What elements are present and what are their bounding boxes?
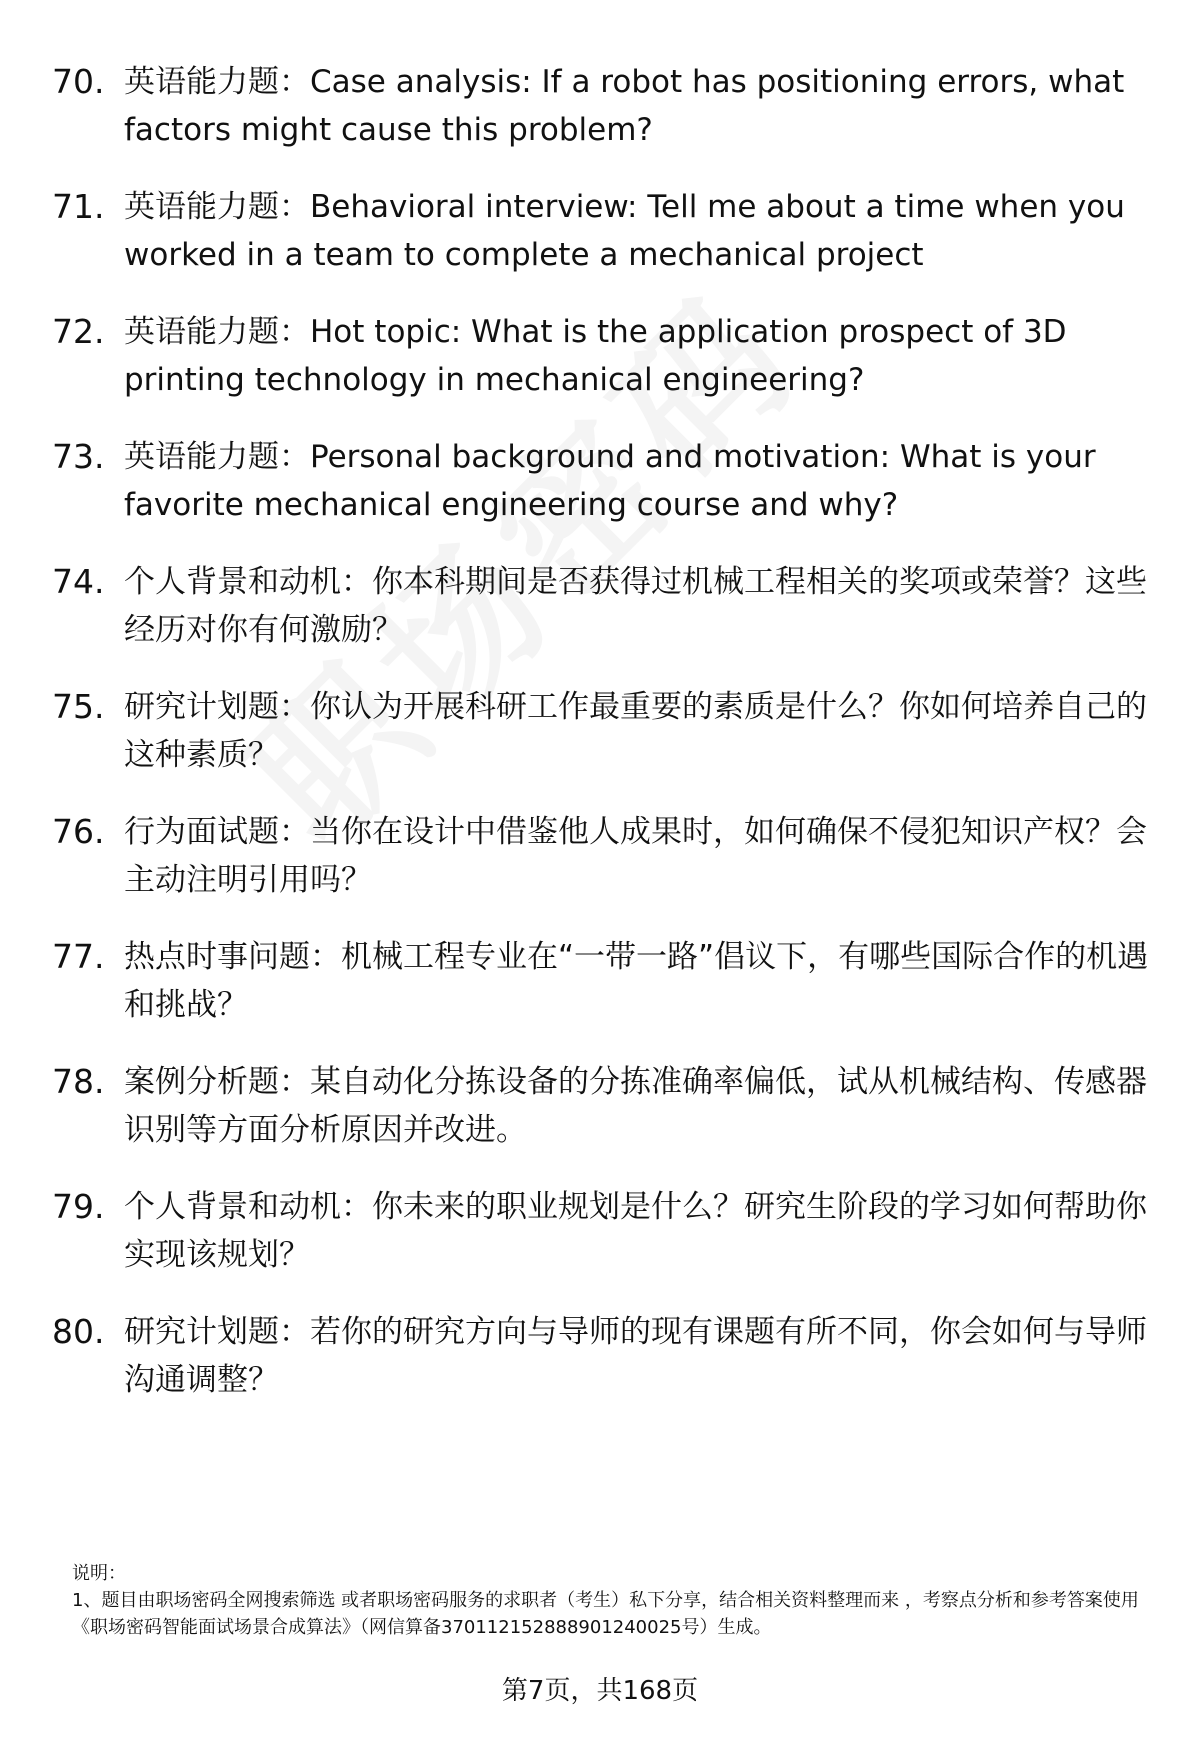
- question-text: 英语能力题：Hot topic: What is the application prospect of 3D printing technology in mechanical engineering?: [124, 314, 1067, 398]
- question-list: [52, 58, 1162, 1433]
- note-title: 说明：: [72, 1563, 126, 1584]
- question-number: 79.: [52, 1187, 105, 1226]
- question-number: 74.: [52, 562, 105, 601]
- question-text: 研究计划题：若你的研究方向与导师的现有课题有所不同，你会如何与导师沟通调整？: [124, 1314, 1147, 1398]
- question-item: [52, 1183, 1162, 1279]
- question-text: 案例分析题：某自动化分拣设备的分拣准确率偏低，试从机械结构、传感器识别等方面分析原因并改进。: [124, 1064, 1147, 1148]
- question-number: 78.: [52, 1062, 105, 1101]
- question-text: 热点时事问题：机械工程专业在“一带一路”倡议下，有哪些国际合作的机遇和挑战？: [124, 939, 1149, 1023]
- note-body: 1、题目由职场密码全网搜索筛选 或者职场密码服务的求职者（考生）私下分享，结合相关资料整理而来 ，考察点分析和参考答案使用《职场密码智能面试场景合成算法》（网信算备370112152888901240025号）生成。: [72, 1590, 1139, 1638]
- question-number: 71.: [52, 187, 105, 226]
- question-item: [52, 933, 1162, 1029]
- question-number: 75.: [52, 687, 105, 726]
- page-number: 第7页，共168页: [501, 1676, 699, 1706]
- question-item: [52, 683, 1162, 779]
- question-item: [52, 308, 1162, 404]
- question-number: 76.: [52, 812, 105, 851]
- question-text: 研究计划题：你认为开展科研工作最重要的素质是什么？你如何培养自己的这种素质？: [124, 689, 1147, 773]
- question-item: [52, 1308, 1162, 1404]
- question-text: 个人背景和动机：你本科期间是否获得过机械工程相关的奖项或荣誉？这些经历对你有何激励？: [124, 564, 1147, 648]
- question-text: 英语能力题：Personal background and motivation: What is your favorite mechanical engineering course and why?: [124, 439, 1096, 523]
- question-item: [52, 183, 1162, 279]
- question-text: 英语能力题：Case analysis: If a robot has positioning errors, what factors might cause this problem?: [124, 64, 1125, 148]
- question-text: 行为面试题：当你在设计中借鉴他人成果时，如何确保不侵犯知识产权？会主动注明引用吗？: [124, 814, 1147, 898]
- question-item: [52, 433, 1162, 529]
- question-number: 73.: [52, 437, 105, 476]
- question-text: 英语能力题：Behavioral interview: Tell me about a time when you worked in a team to complete a mechanical project: [124, 189, 1125, 273]
- question-number: 77.: [52, 937, 105, 976]
- question-item: [52, 558, 1162, 654]
- question-number: 72.: [52, 312, 105, 351]
- question-item: [52, 808, 1162, 904]
- question-number: 80.: [52, 1312, 105, 1351]
- question-item: [52, 1058, 1162, 1154]
- question-item: [52, 58, 1162, 154]
- question-number: 70.: [52, 62, 105, 101]
- note-section: [72, 1560, 1152, 1641]
- question-text: 个人背景和动机：你未来的职业规划是什么？研究生阶段的学习如何帮助你实现该规划？: [124, 1189, 1147, 1273]
